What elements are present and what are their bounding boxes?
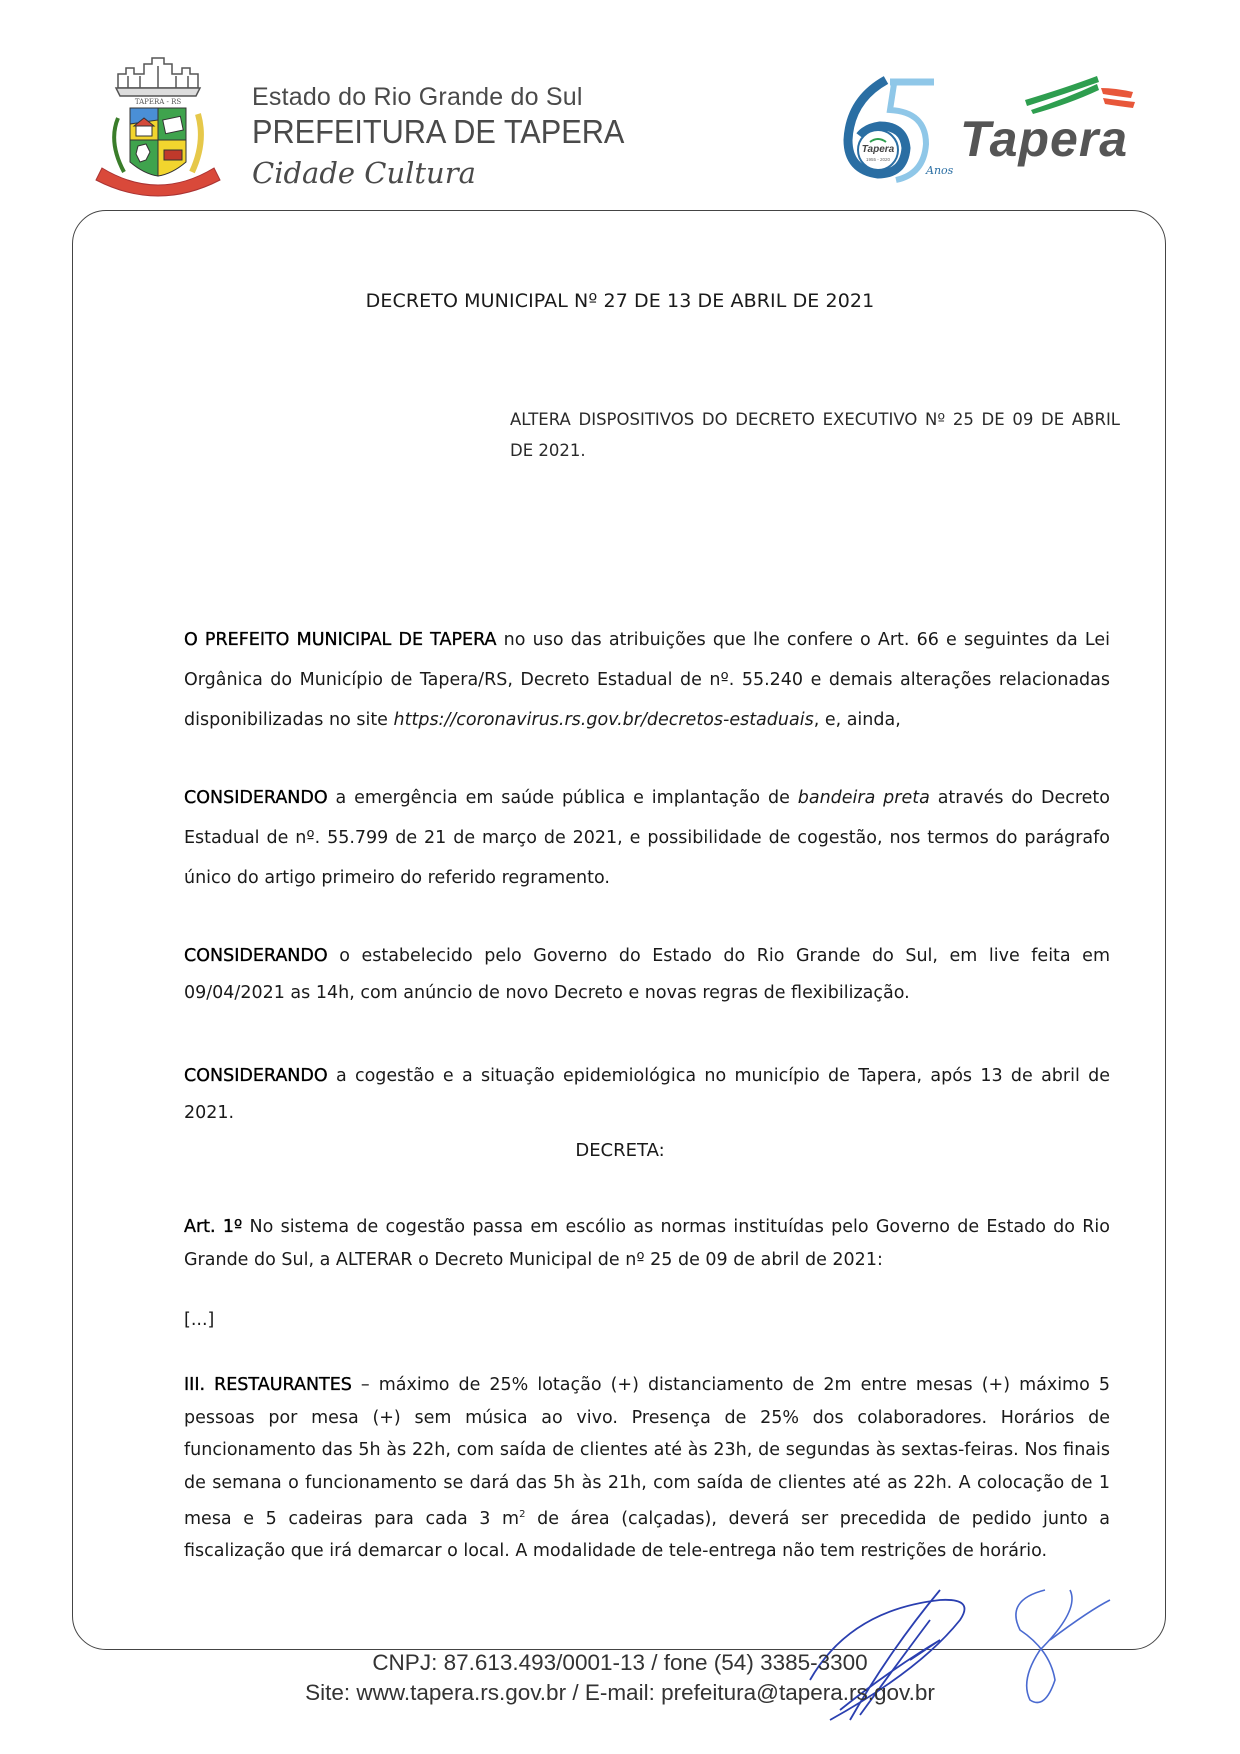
omission-marker: [...] (184, 1310, 215, 1330)
consideration-lead: CONSIDERANDO (184, 1066, 328, 1086)
consideration-lead: CONSIDERANDO (184, 946, 328, 966)
svg-text:Tapera: Tapera (861, 144, 895, 155)
consideration-lead: CONSIDERANDO (184, 788, 328, 808)
consideration-emphasis: bandeira preta (797, 788, 930, 808)
decree-source-link[interactable]: https://coronavirus.rs.gov.br/decretos-estaduais (393, 710, 814, 730)
preamble-lead: O PREFEITO MUNICIPAL DE TAPERA (184, 630, 497, 650)
item-iii-paragraph (184, 1369, 1110, 1568)
consideration-paragraph (184, 778, 1110, 898)
item-text: – máximo de 25% lotação (+) distanciamento de 2m entre mesas (+) máximo 5 pessoas por mesa (+) sem música ao vivo. Presença de 25% dos colaboradores. Horários de funcionamento das 5h às 22h, com saída de clientes até às 23h, de segundas às sextas-feiras. Nos finais de semana o funcionamento se dará das 5h às 21h, com saída de clientes até as 22h. A colocação de 1 mesa e 5 cadeiras para cada 3 m (184, 1375, 1110, 1529)
item-lead: III. RESTAURANTES (184, 1375, 352, 1395)
consideration-text-end: através do Decreto Estadual de nº. 55.799 de 21 de março de 2021, e possibilidade de cogestão, nos termos do parágrafo único do artigo primeiro do referido regramento. (184, 788, 1110, 888)
item-text-end: de área (calçadas), deverá ser precedida de pedido junto a fiscalização que irá demarcar o local. A modalidade de tele-entrega não tem restrições de horário. (184, 1508, 1110, 1562)
consideration-text: a cogestão e a situação epidemiológica no município de Tapera, após 13 de abril de 2021. (184, 1066, 1110, 1123)
consideration-text: a emergência em saúde pública e implantação de (327, 788, 798, 808)
svg-text:1955 - 2020: 1955 - 2020 (865, 157, 891, 162)
city-slogan: Cidade Cultura (252, 156, 476, 190)
coat-of-arms-icon (88, 52, 228, 200)
decreta-heading: DECRETA: (575, 1140, 665, 1161)
consideration-text: o estabelecido pelo Governo do Estado do Rio Grande do Sul, em live feita em 09/04/2021 as 14h, com anúncio de novo Decreto e novas regras de flexibilização. (184, 946, 1110, 1003)
article-1-paragraph (184, 1211, 1110, 1276)
superscript: 2 (519, 1509, 526, 1520)
footer-contact-line: CNPJ: 87.613.493/0001-13 / fone (54) 3385-3300 (372, 1650, 868, 1675)
state-name: Estado do Rio Grande do Sul (252, 83, 583, 111)
anniversary-65-logo (830, 70, 954, 190)
tapera-brand-logo (955, 70, 1155, 180)
article-text: No sistema de cogestão passa em escólio as normas instituídas pelo Governo de Estado do Rio Grande do Sul, a ALTERAR o Decreto Municipal de nº 25 de 09 de abril de 2021: (184, 1217, 1110, 1270)
consideration-paragraph (184, 1058, 1110, 1132)
brand-wordmark: Tapera (960, 111, 1129, 167)
decree-summary: ALTERA DISPOSITIVOS DO DECRETO EXECUTIVO Nº 25 DE 09 DE ABRIL DE 2021. (510, 410, 1120, 460)
decree-title: DECRETO MUNICIPAL Nº 27 DE 13 DE ABRIL DE 2021 (365, 290, 875, 312)
svg-text:TAPERA - RS: TAPERA - RS (134, 98, 182, 106)
letterhead (0, 0, 1240, 210)
prefecture-name: PREFEITURA DE TAPERA (252, 113, 625, 150)
article-lead: Art. 1º (184, 1217, 243, 1237)
preamble-text: no uso das atribuições que lhe confere o Art. 66 e seguintes da Lei Orgânica do Município de Tapera/RS, Decreto Estadual de nº. 55.240 e demais alterações relacionadas disponibilizadas no site (184, 630, 1110, 730)
preamble-paragraph (184, 620, 1110, 740)
consideration-paragraph (184, 938, 1110, 1012)
letterhead-text (252, 82, 652, 192)
preamble-text-end: , e, ainda, (813, 710, 901, 730)
footer-web-line: Site: www.tapera.rs.gov.br / E-mail: prefeitura@tapera.rs.gov.br (305, 1680, 935, 1705)
footer (0, 1648, 1240, 1708)
svg-text:Anos: Anos (926, 164, 954, 177)
